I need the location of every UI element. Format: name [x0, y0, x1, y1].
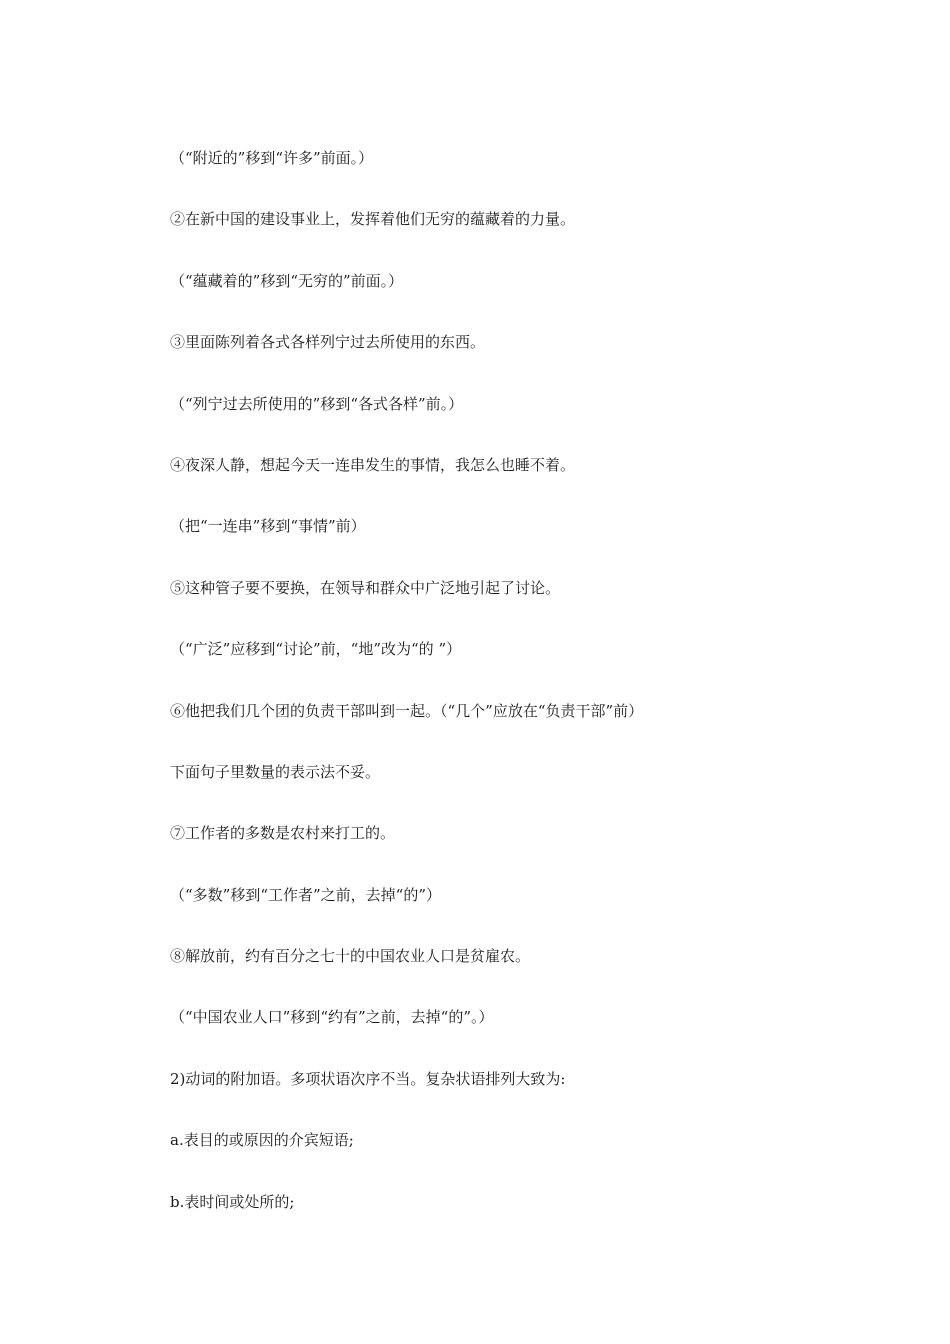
- document-body: [170, 148, 810, 1253]
- section-note: 下面句子里数量的表示法不妥。: [170, 762, 381, 781]
- text-line: （“列宁过去所使用的”移到“各式各样”前。）: [170, 394, 464, 413]
- text-line: ③里面陈列着各式各样列宁过去所使用的东西。: [170, 333, 486, 352]
- text-line: ⑦工作者的多数是农村来打工的。: [170, 824, 396, 843]
- section-heading: 2)动词的附加语。多项状语次序不当。复杂状语排列大致为:: [170, 1069, 566, 1088]
- text-line: ⑥他把我们几个团的负责干部叫到一起。（“几个”应放在“负责干部”前）: [170, 701, 644, 720]
- text-line: （把“一连串”移到“事情”前）: [170, 517, 366, 536]
- list-item: a.表目的或原因的介宾短语;: [170, 1131, 354, 1150]
- list-item: b.表时间或处所的;: [170, 1192, 295, 1211]
- text-line: （“广泛”应移到“讨论”前，“地”改为“的 ”）: [170, 640, 462, 659]
- text-line: （“多数”移到“工作者”之前，去掉“的”）: [170, 885, 442, 904]
- text-line: （“中国农业人口”移到“约有”之前，去掉“的”。）: [170, 1008, 494, 1027]
- text-line: （“附近的”移到“许多”前面。）: [170, 149, 374, 167]
- text-line: ⑧解放前，约有百分之七十的中国农业人口是贫雇农。: [170, 947, 531, 966]
- text-line: ②在新中国的建设事业上，发挥着他们无穷的蕴藏着的力量。: [170, 210, 576, 229]
- text-line: ④夜深人静，想起今天一连串发生的事情，我怎么也睡不着。: [170, 455, 576, 474]
- text-line: ⑤这种管子要不要换，在领导和群众中广泛地引起了讨论。: [170, 578, 561, 597]
- text-line: （“蕴藏着的”移到“无穷的”前面。）: [170, 271, 404, 290]
